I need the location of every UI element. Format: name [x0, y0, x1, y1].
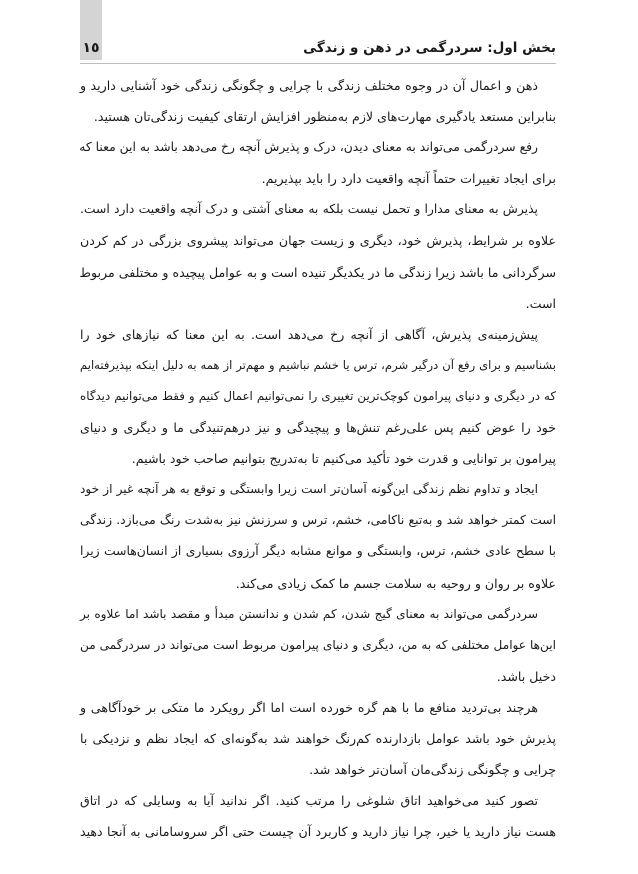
- text-line: سرگردانی ما باشد زیرا زندگی ما در یکدیگر تنیده است و به عوامل پیچیده و مختلفی مربوط: [79, 264, 556, 280]
- paragraph: [80, 132, 556, 194]
- paragraph: [80, 194, 556, 318]
- text-line: ایجاد و تداوم نظم زندگی این‌گونه آسان‌تر است زیرا وابستگی و توقع به هر آنچه غیر از خود: [80, 482, 538, 497]
- paragraph: [80, 474, 556, 598]
- text-line: بشناسیم و برای رفع آن درگیر شرم، ترس یا خشم نباشیم و مهم‌تر از همه به دلیل اینکه بپذیرفته‌ایم: [80, 357, 556, 372]
- paragraph: [80, 70, 556, 132]
- body-text: [80, 70, 556, 847]
- text-line: این‌ها عوامل مختلفی که به من، دیگری و دنیای پیرامون مربوط است می‌تواند در سردرگمی من: [80, 637, 556, 652]
- text-line: بنابراین مستعد یادگیری مهارت‌های لازم به‌منظور افزایش ارتقای کیفیت زندگی‌تان هستید.: [93, 109, 556, 125]
- text-line: برای ایجاد تغییرات حتماً آنچه واقعیت دارد را باید بپذیریم.: [261, 171, 556, 187]
- text-line: پذیرش خود باشد عوامل بازدارنده کم‌رنگ خواهند شد به‌گونه‌ای که ایجاد نظم و نزدیکی با: [80, 730, 556, 746]
- header-divider: [80, 63, 556, 64]
- text-line: تصور کنید می‌خواهید اتاق شلوغی را مرتب کنید. اگر ندانید آیا به وسایلی که در اتاق: [80, 793, 538, 809]
- text-line: است کمتر خواهد شد و به‌تبع ناکامی، خشم، ترس و سرزنش نیز به‌شدت رنگ می‌بازد. زندگی: [80, 513, 556, 528]
- text-line: علاوه بر شرایط، پذیرش خود، دیگری و زیست جهان می‌تواند پیشروی بزرگی در کم کردن: [80, 233, 556, 249]
- paragraph: [80, 692, 556, 785]
- text-line: هرچند بی‌تردید منافع ما با هم گره خورده است اما اگر رویکرد ما متکی بر خودآگاهی و: [80, 699, 538, 715]
- text-line: خود را عوض کنیم پس علی‌رغم تنش‌ها و پیچیدگی و نیز درهم‌تنیدگی ما و دیگری و دنیای: [80, 420, 556, 436]
- text-line: است.: [525, 295, 556, 311]
- text-line: علاوه بر روان و روحیه به سلامت جسم ما کمک زیادی می‌کند.: [235, 575, 556, 591]
- page-number: ١٥: [80, 36, 102, 60]
- page-tab-strip: [80, 0, 102, 36]
- text-line: پیرامون بر توانایی و قدرت خود تأکید می‌کنیم تا به‌تدریج بتوانیم صاحب خود باشیم.: [131, 451, 556, 467]
- text-line: ذهن و اعمال آن در وجوه مختلف زندگی با چرایی و چگونگی زندگی خود آشنایی دارید و: [80, 78, 538, 93]
- text-line: رفع سردرگمی می‌تواند به معنای دیدن، درک و پذیرش آنچه رخ می‌دهد باشد به این معنا که: [79, 140, 538, 155]
- text-line: پذیرش به معنای مدارا و تحمل نیست بلکه به معنای آشتی و درک آنچه واقعیت دارد است.: [80, 202, 538, 217]
- text-line: پیش‌زمینه‌ی پذیرش، آگاهی از آنچه رخ می‌دهد است. به این معنا که نیازهای خود را: [80, 326, 538, 342]
- text-line: هست نیاز دارید یا خیر، چرا نیاز دارید و کاربرد آن چیست حتی اگر سروسامانی به آنجا دهید: [80, 824, 556, 840]
- text-line: سردرگمی می‌تواند به معنای گیج شدن، کم شدن و ندانستن مبدأ و مقصد باشد اما علاوه بر: [80, 606, 538, 621]
- text-line: که در دیگری و دنیای پیرامون کوچک‌ترین تغییری را نمی‌توانیم اعمال کنیم و فقط می‌توانیم دیدگاه: [80, 388, 556, 403]
- paragraph: [80, 599, 556, 692]
- text-line: با سطح عادی خشم، ترس، وابستگی و موانع مشابه دیگر آرزوی بسیاری از انسان‌هاست زیرا: [80, 544, 556, 559]
- text-line: دخیل باشد.: [496, 668, 556, 684]
- running-header: [80, 36, 556, 60]
- running-title: بخش اول: سردرگمی در ذهن و زندگی: [303, 40, 556, 56]
- paragraph: [80, 785, 556, 847]
- text-line: چرایی و چگونگی زندگی‌مان آسان‌تر خواهد شد.: [309, 762, 556, 778]
- paragraph: [80, 319, 556, 474]
